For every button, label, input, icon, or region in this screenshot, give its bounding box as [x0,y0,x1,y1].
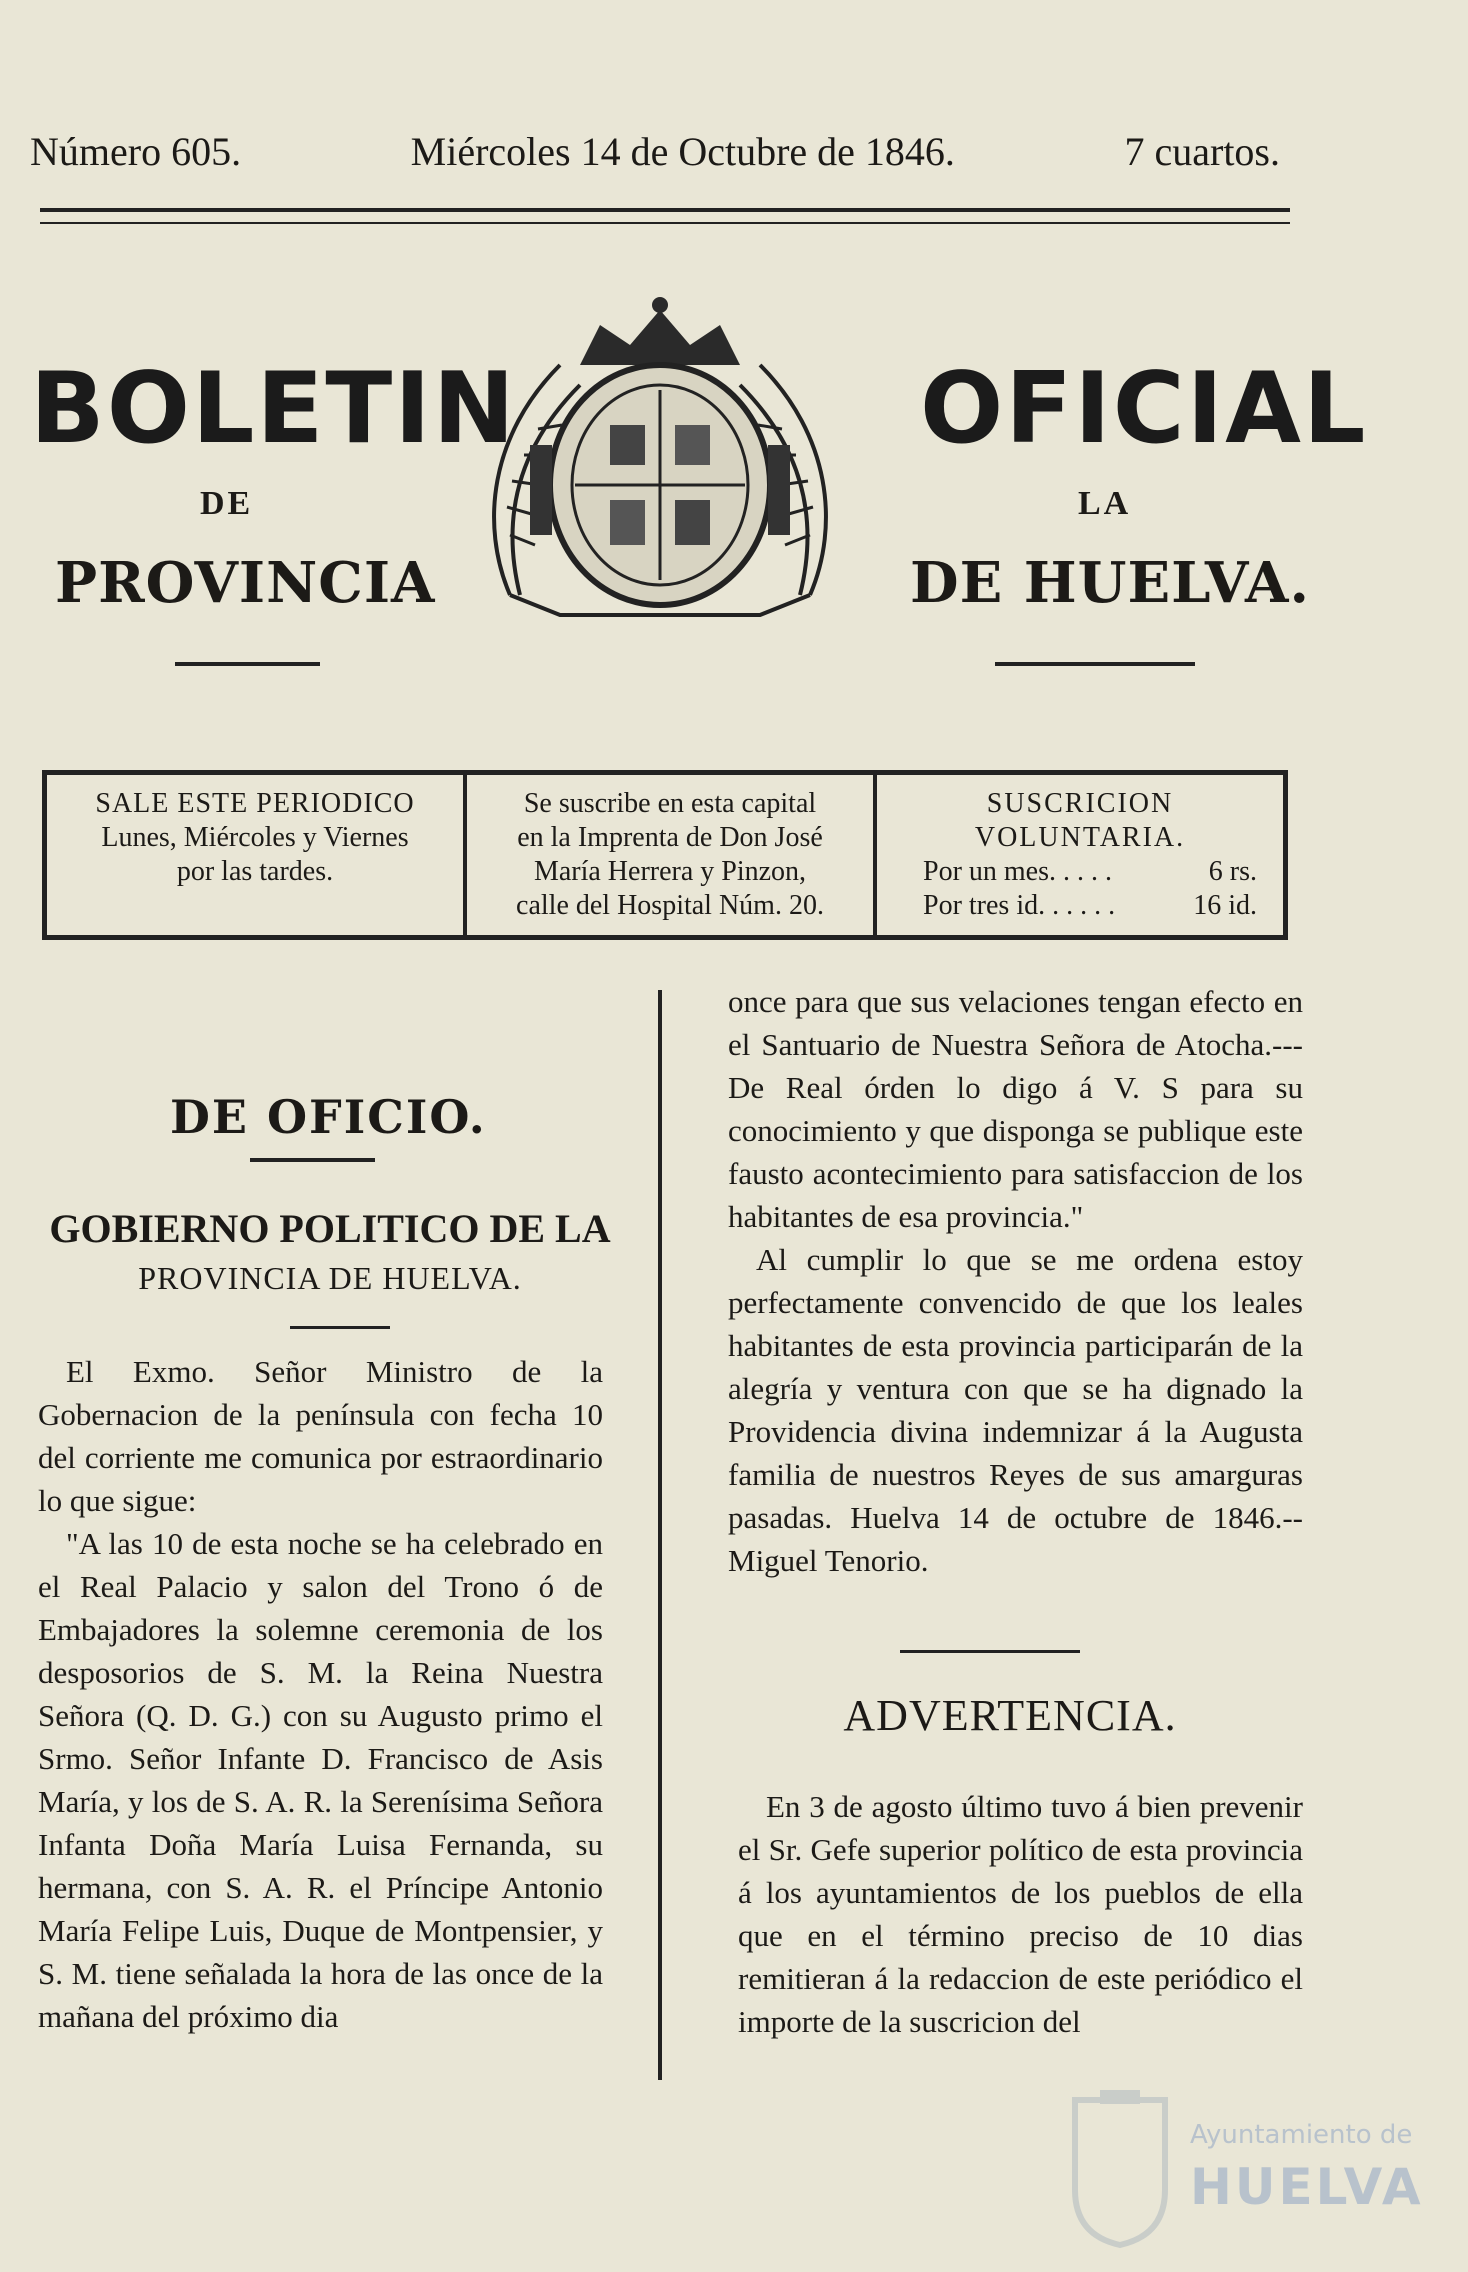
right-column-text [728,980,1303,1582]
article-continuation: once para que sus velaciones tengan efecto en el Santuario de Nuestra Señora de Atocha.---De Real órden lo digo á V. S para su conocimiento y que disponga se publique este fausto acontecimiento para satisfaccion de los habitantes de esa provincia." [728,984,1303,1234]
location-line-1: Se suscribe en esta capital [523,788,817,819]
watermark-line-2: HUELVA [1190,2158,1424,2216]
schedule-line-1: SALE ESTE PERIODICO [95,788,415,819]
masthead-provincia: PROVINCIA [55,550,436,616]
article-title: GOBIERNO POLITICO DE LA [49,1206,611,1251]
rates-heading: SUSCRICION VOLUNTARIA. [974,788,1186,853]
masthead-rule-left [175,662,320,666]
advertencia-heading: ADVERTENCIA. [843,1691,1177,1740]
publication-schedule [47,775,467,935]
section-rule [250,1158,375,1162]
masthead-rule-right [995,662,1195,666]
royal-coat-of-arms-icon [440,295,880,625]
location-line-4: calle del Hospital Núm. 20. [516,890,824,921]
advertencia-rule [900,1650,1080,1653]
rate-row-2 [893,889,1267,923]
location-line-3: María Herrera y Pinzon, [533,856,807,887]
header-rule [40,208,1290,224]
rate-2-value: 16 id. [1193,890,1257,921]
article-closing-paragraph: Al cumplir lo que se me ordena estoy perfectamente convencido de que los leales habitantes de esta provincia participarán de la alegría y ventura con que se ha dignado la Providencia divina indemnizar á la Augusta familia de nuestros Reyes de sus amarguras pasadas. Huelva 14 de octubre de 1846.--Miguel Tenorio. [728,1242,1303,1578]
article-subtitle: PROVINCIA DE HUELVA. [138,1260,522,1296]
rate-1-label: Por un mes. . . . . [923,856,1112,887]
issue-price: 7 cuartos. [1124,129,1280,174]
issue-number: Número 605. [30,129,242,174]
column-divider [658,990,662,2080]
article-rule [290,1326,390,1329]
section-heading: DE OFICIO. [170,1090,487,1144]
masthead-oficial: OFICIAL [920,352,1368,466]
masthead-de-huelva: DE HUELVA. [910,550,1310,616]
issue-header [30,128,1280,175]
masthead-la: LA [1078,485,1132,522]
masthead-de: DE [200,485,254,522]
subscription-rates [877,775,1283,935]
advertencia-text [738,1785,1303,2043]
schedule-line-3: por las tardes. [176,856,334,887]
rate-row-1 [893,855,1267,889]
schedule-line-2: Lunes, Miércoles y Viernes [101,822,409,853]
advertencia-paragraph: En 3 de agosto último tuvo á bien prevenir el Sr. Gefe superior político de esta provincia á los ayuntamientos de los pueblos de ella que en el término preciso de 10 dias remitieran á la redaccion de este periódico el importe de la suscricion del [738,1789,1303,2039]
rate-1-value: 6 rs. [1208,856,1257,887]
location-line-2: en la Imprenta de Don José [517,822,823,853]
masthead-boletin: BOLETIN [30,352,517,466]
left-column-text [38,1350,603,2038]
issue-date: Miércoles 14 de Octubre de 1846. [410,129,955,174]
rate-2-label: Por tres id. . . . . . [923,890,1116,921]
article-paragraph-2: "A las 10 de esta noche se ha celebrado en el Real Palacio y salon del Trono ó de Embajadores la solemne ceremonia de los desposorios de S. M. la Reina Nuestra Señora (Q. D. G.) con su Augusto primo el Srmo. Señor Infante D. Francisco de Asis María, y los de S. A. R. la Serenísima Señora Infanta Doña María Luisa Fernanda, su hermana, con S. A. R. el Príncipe Antonio María Felipe Luis, Duque de Montpensier, y S. M. tiene señalada la hora de las once de la mañana del próximo dia [38,1526,603,2034]
subscription-info-box [42,770,1288,940]
watermark-line-1: Ayuntamiento de [1190,2120,1413,2150]
article-paragraph-1: El Exmo. Señor Ministro de la Gobernacion de la península con fecha 10 del corriente me comunica por estraordinario lo que sigue: [38,1354,603,1518]
subscription-location [467,775,877,935]
